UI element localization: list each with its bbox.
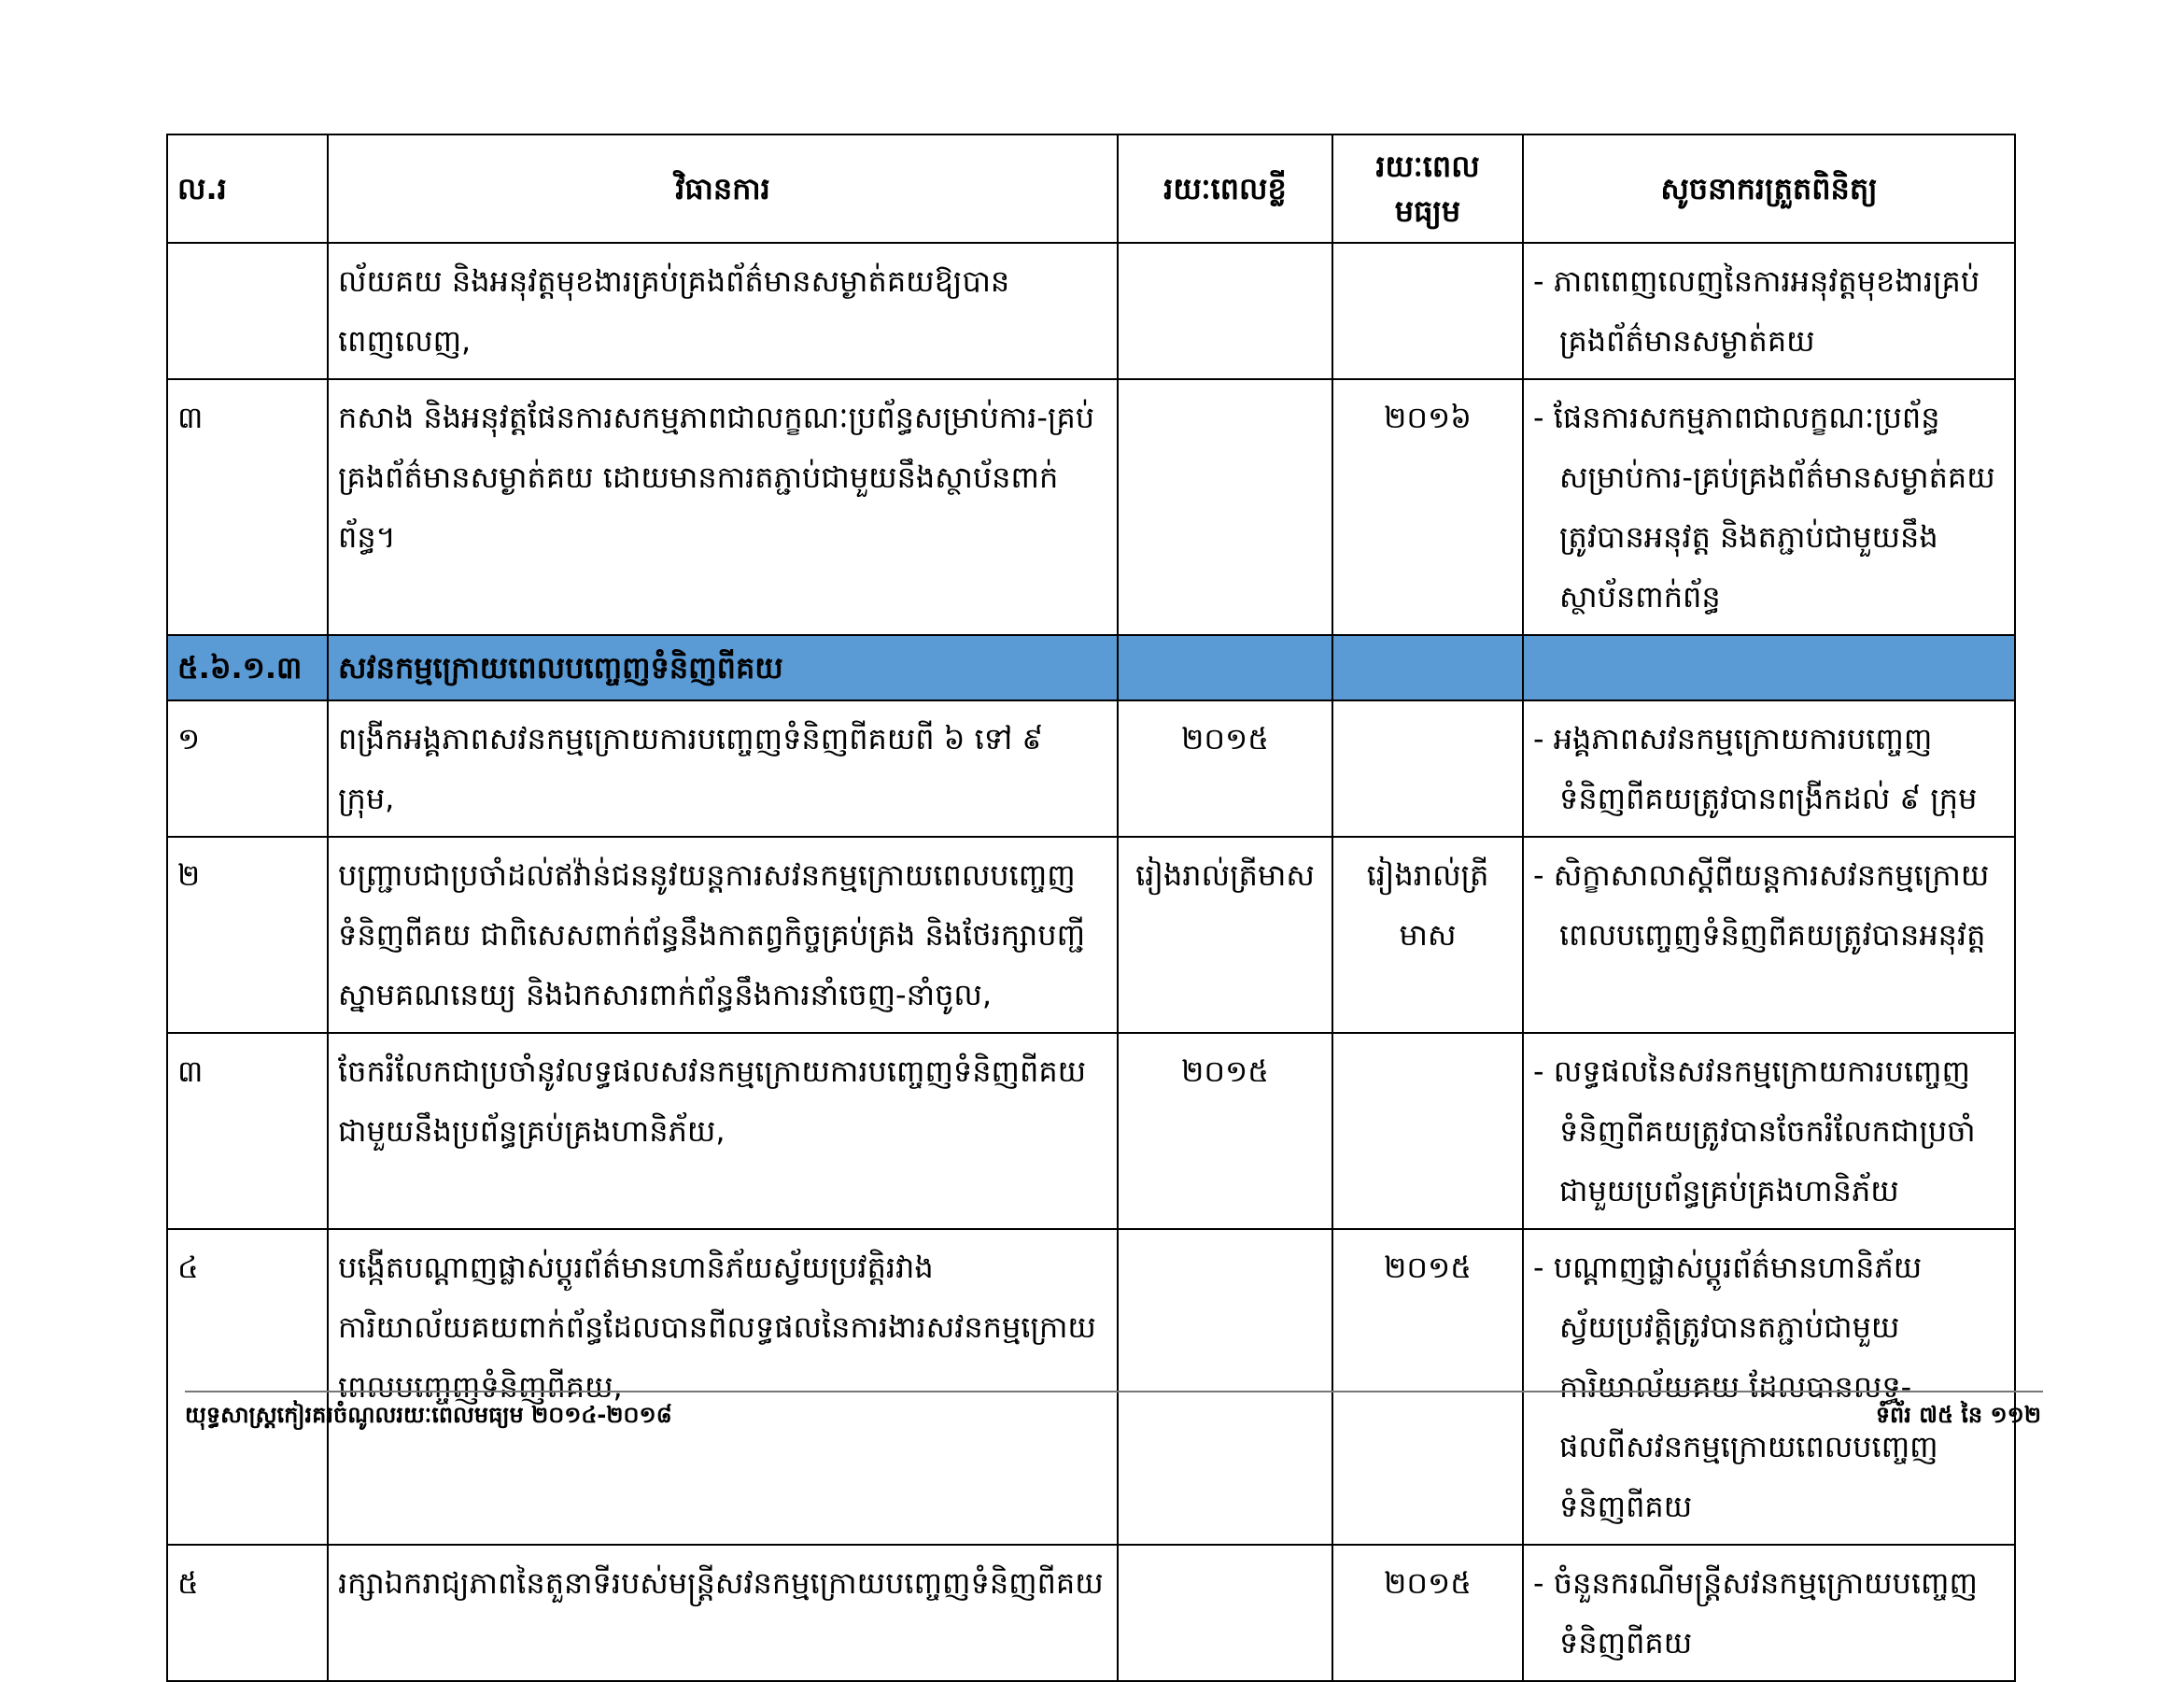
header-short-term: រយៈពេលខ្លី (1118, 134, 1332, 243)
cell-no: ៣ (167, 379, 328, 635)
cell-short-term (1118, 1229, 1332, 1545)
cell-short-term (1118, 243, 1332, 379)
cell-short-term: ២០១៥ (1118, 700, 1332, 837)
table-row (167, 1229, 2015, 1545)
cell-indicator (1523, 379, 2015, 635)
cell-no: ២ (167, 837, 328, 1033)
table-header-row (167, 134, 2015, 243)
cell-short-term: ២០១៥ (1118, 1033, 1332, 1229)
cell-no: ៥ (167, 1545, 328, 1681)
cell-measure: បញ្ជ្រាបជាប្រចាំដល់ឥវ៉ាន់ជននូវយន្តការសវនកម្មក្រោយពេលបញ្ចេញទំនិញពីគយ ជាពិសេសពាក់ព័ន្ធនឹងកាតព្វកិច្ចគ្រប់គ្រង និងថែរក្សាបញ្ជីស្នាមគណនេយ្យ និងឯកសារពាក់ព័ន្ធនឹងការនាំចេញ-នាំចូល, (328, 837, 1118, 1033)
cell-measure: បង្កើតបណ្តាញផ្លាស់ប្តូរព័ត៌មានហានិភ័យស្វ័យប្រវត្តិរវាងការិយាល័យគយពាក់ព័ន្ធដែលបានពីលទ្ធផលនៃការងារសវនកម្មក្រោយពេលបញ្ចេញទំនិញពីគយ, (328, 1229, 1118, 1545)
cell-medium-term: ២០១៥ (1332, 1545, 1523, 1681)
cell-medium-term (1332, 700, 1523, 837)
cell-medium-term: ២០១៦ (1332, 379, 1523, 635)
header-measure: វិធានការ (328, 134, 1118, 243)
cell-no: ១ (167, 700, 328, 837)
cell-short-term (1118, 379, 1332, 635)
cell-indicator (1523, 700, 2015, 837)
table-row (167, 837, 2015, 1033)
section-title: សវនកម្មក្រោយពេលបញ្ចេញទំនិញពីគយ (328, 635, 1118, 700)
header-no: ល.រ (167, 134, 328, 243)
cell-measure: ពង្រីកអង្គភាពសវនកម្មក្រោយការបញ្ចេញទំនិញពីគយពី ៦ ទៅ ៩ ក្រុម, (328, 700, 1118, 837)
cell-indicator (1523, 1229, 2015, 1545)
cell-short-term: រៀងរាល់ត្រីមាស (1118, 837, 1332, 1033)
table-row (167, 1545, 2015, 1681)
table-row (167, 700, 2015, 837)
cell-measure: កសាង និងអនុវត្តផែនការសកម្មភាពជាលក្ខណៈប្រព័ន្ធសម្រាប់ការ-គ្រប់គ្រងព័ត៌មានសម្ងាត់គយ ដោយមានការតភ្ជាប់ជាមួយនឹងស្ថាប័នពាក់ព័ន្ធ។ (328, 379, 1118, 635)
section-row (167, 635, 2015, 700)
cell-no: ៤ (167, 1229, 328, 1545)
indicator-text: - ផែនការសកម្មភាពជាលក្ខណៈប្រព័ន្ធ សម្រាប់ការ-គ្រប់គ្រងព័ត៌មានសម្ងាត់គយត្រូវបានអនុវត្ត និងតភ្ជាប់ជាមួយនឹងស្ថាប័នពាក់ព័ន្ធ (1533, 400, 1995, 615)
indicator-text: - ចំនួនករណីមន្ត្រីសវនកម្មក្រោយបញ្ចេញទំនិញពីគយ (1533, 1565, 1978, 1661)
indicator-text: - ភាពពេញលេញនៃការអនុវត្តមុខងារគ្រប់គ្រងព័ត៌មានសម្ងាត់គយ (1533, 263, 1980, 359)
cell-no: ៣ (167, 1033, 328, 1229)
section-number: ៥.៦.១.៣ (167, 635, 328, 700)
section-empty-cell (1332, 635, 1523, 700)
section-empty-cell (1523, 635, 2015, 700)
cell-short-term (1118, 1545, 1332, 1681)
table-row (167, 1033, 2015, 1229)
cell-medium-term (1332, 243, 1523, 379)
header-medium-term: រយៈពេល មធ្យម (1332, 134, 1523, 243)
indicator-text: - បណ្តាញផ្លាស់ប្តូរព័ត៌មានហានិភ័យស្វ័យប្រវត្តិត្រូវបានតភ្ជាប់ជាមួយការិយាល័យគយ ដែលបានលទ្ធ-ផលពីសវនកម្មក្រោយពេលបញ្ចេញទំនិញពីគយ (1533, 1250, 1938, 1524)
indicator-text: - លទ្ធផលនៃសវនកម្មក្រោយការបញ្ចេញទំនិញពីគយត្រូវបានចែករំលែកជាប្រចាំជាមួយប្រព័ន្ធគ្រប់គ្រងហានិភ័យ (1533, 1053, 1976, 1208)
footer-divider (185, 1391, 2043, 1392)
table-row (167, 379, 2015, 635)
cell-indicator (1523, 1545, 2015, 1681)
indicator-text: - សិក្ខាសាលាស្តីពីយន្តការសវនកម្មក្រោយពេលបញ្ចេញទំនិញពីគយត្រូវបានអនុវត្ត (1533, 857, 1990, 953)
cell-measure: ល័យគយ និងអនុវត្តមុខងារគ្រប់គ្រងព័ត៌មានសម្ងាត់គយឱ្យបានពេញលេញ, (328, 243, 1118, 379)
section-empty-cell (1118, 635, 1332, 700)
cell-indicator (1523, 837, 2015, 1033)
measures-table (166, 134, 2016, 1682)
table-row (167, 243, 2015, 379)
footer-page-number: ទំព័រ ៧៥ នៃ ១១២ (1875, 1402, 2041, 1428)
header-indicator: សូចនាករត្រួតពិនិត្យ (1523, 134, 2015, 243)
cell-medium-term (1332, 1033, 1523, 1229)
cell-measure: រក្សាឯករាជ្យភាពនៃតួនាទីរបស់មន្ត្រីសវនកម្មក្រោយបញ្ចេញទំនិញពីគយ (328, 1545, 1118, 1681)
cell-medium-term: រៀងរាល់ត្រីមាស (1332, 837, 1523, 1033)
cell-no (167, 243, 328, 379)
cell-indicator (1523, 1033, 2015, 1229)
cell-medium-term: ២០១៥ (1332, 1229, 1523, 1545)
cell-indicator (1523, 243, 2015, 379)
indicator-text: - អង្គភាពសវនកម្មក្រោយការបញ្ចេញទំនិញពីគយត្រូវបានពង្រីកដល់ ៩ ក្រុម (1533, 721, 1978, 816)
cell-measure: ចែករំលែកជាប្រចាំនូវលទ្ធផលសវនកម្មក្រោយការបញ្ចេញទំនិញពីគយជាមួយនឹងប្រព័ន្ធគ្រប់គ្រងហានិភ័យ, (328, 1033, 1118, 1229)
footer-document-title: យុទ្ធសាស្ត្រកៀរគរចំណូលរយៈពេលមធ្យម ២០១៤-២០១៨ (185, 1402, 672, 1428)
